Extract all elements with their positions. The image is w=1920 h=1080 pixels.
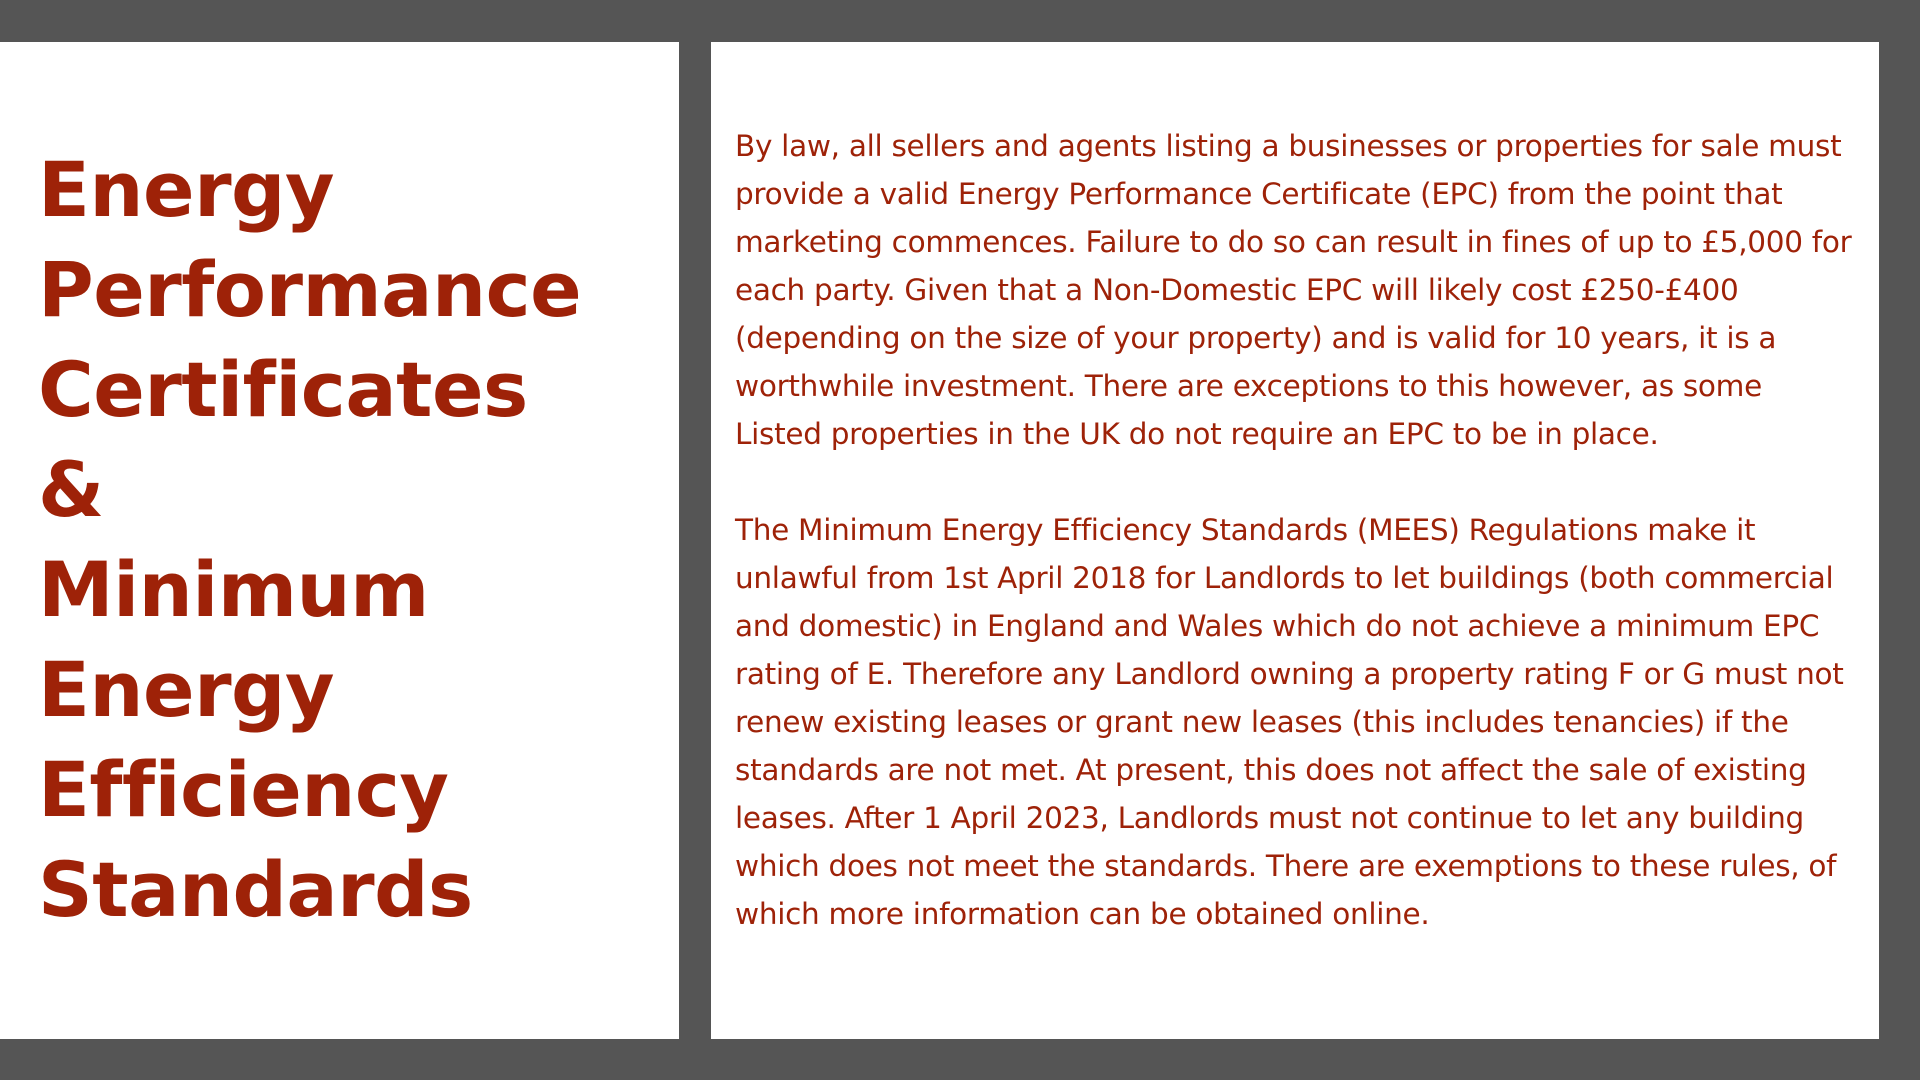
title-line: Efficiency — [38, 745, 449, 834]
page-title — [38, 140, 581, 940]
title-line: Standards — [38, 845, 473, 934]
title-line: & — [38, 445, 104, 534]
title-line: Performance — [38, 245, 582, 334]
mees-paragraph: The Minimum Energy Efficiency Standards (MEES) Regulations make it unlawful from 1st April 2018 for Landlords to let buildings (both commercial and domestic) in England and Wales which do not achieve a minimum EPC rating of E. Therefore any Landlord owning a property rating F or G must not renew existing leases or grant new leases (this includes tenancies) if the standards are not met. At present, this does not affect the sale of existing leases. After 1 April 2023, Landlords must not continue to let any building which does not meet the standards. There are exemptions to these rules, of which more information can be obtained online. — [735, 513, 1844, 931]
title-panel — [0, 42, 679, 1039]
title-line: Certificates — [38, 345, 528, 434]
title-line: Energy — [38, 145, 334, 234]
title-line: Minimum — [38, 545, 429, 634]
body-text — [735, 122, 1855, 986]
epc-paragraph: By law, all sellers and agents listing a businesses or properties for sale must provide a valid Energy Performance Certificate (EPC) from the point that marketing commences. Failure to do so can result in fines of up to £5,000 for each party. Given that a Non-Domestic EPC will likely cost £250-£400 (depending on the size of your property) and is valid for 10 years, it is a worthwhile investment. There are exceptions to this however, as some Listed properties in the UK do not require an EPC to be in place. — [735, 129, 1852, 451]
body-panel — [711, 42, 1879, 1039]
title-line: Energy — [38, 645, 334, 734]
